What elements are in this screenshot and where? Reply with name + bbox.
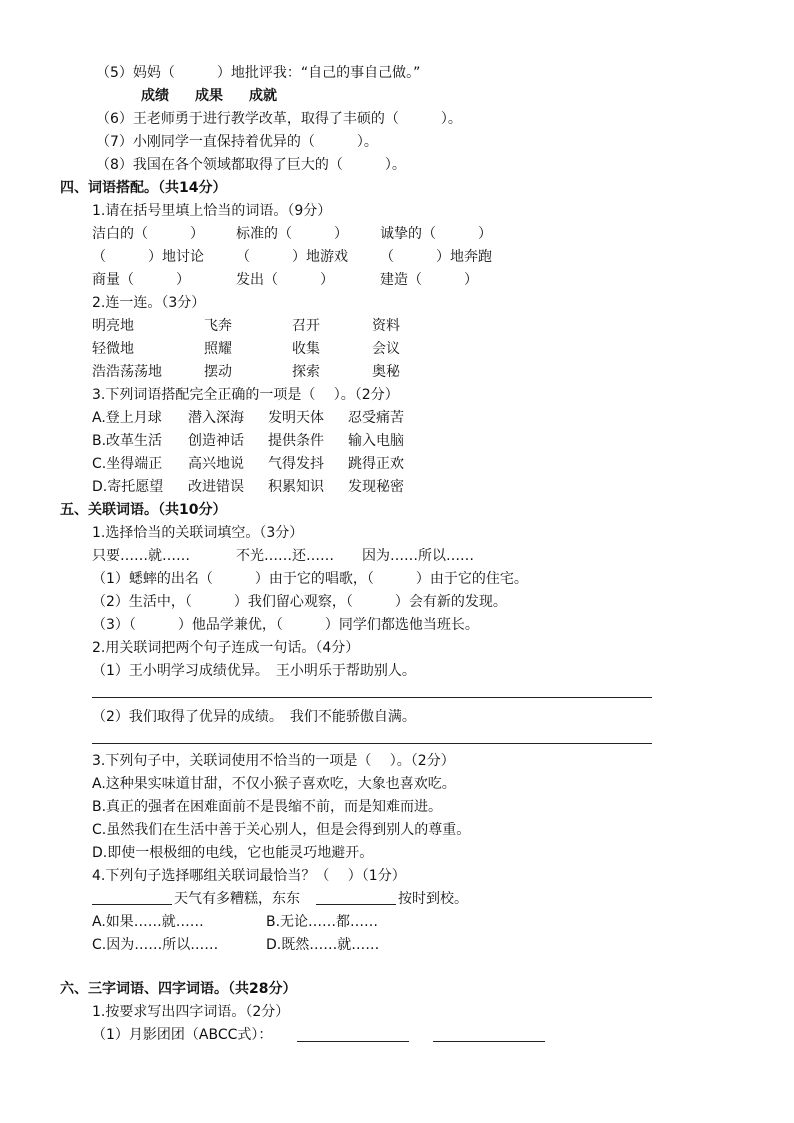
answer-line[interactable]	[92, 697, 652, 698]
option-cell: 发现秘密	[348, 479, 404, 495]
question-3-5: （5）妈妈（ ）地批评我：“自己的事自己做。”	[96, 65, 421, 81]
fill-item: 建造（ ）	[380, 272, 478, 288]
s5-q3-option: B.真正的强者在困难面前不是畏缩不前，而是知难而进。	[92, 799, 443, 815]
match-word: 浩浩荡荡地	[92, 364, 162, 380]
blank-line[interactable]	[316, 904, 396, 905]
s5-q4-sentence-a: 天气有多糟糕，东东	[174, 891, 300, 907]
match-word: 飞奔	[204, 318, 232, 334]
fill-item: （ ）地游戏	[236, 249, 348, 265]
option-cell: A.登上月球	[92, 410, 162, 426]
option-cell: 改进错误	[188, 479, 244, 495]
s5-q4-option: C.因为……所以……	[92, 937, 219, 953]
match-word: 明亮地	[92, 318, 134, 334]
conjunction-option: 只要……就……	[92, 548, 190, 564]
word-option: 成绩	[141, 88, 169, 104]
match-word: 照耀	[204, 341, 232, 357]
option-cell: 潜入深海	[188, 410, 244, 426]
option-cell: 创造神话	[188, 433, 244, 449]
fill-item: 洁白的（ ）	[92, 226, 204, 242]
option-row	[92, 432, 404, 450]
s5-q2-item: （2）我们取得了优异的成绩。 我们不能骄傲自满。	[92, 709, 416, 725]
option-cell: D.寄托愿望	[92, 479, 164, 495]
s4-q2-title: 2.连一连。（3分）	[92, 295, 206, 311]
question-3-7: （7）小刚同学一直保持着优异的（ ）。	[96, 134, 378, 150]
section-6-title: 六、三字词语、四字词语。（共28分）	[60, 981, 297, 997]
conjunction-option: 因为……所以……	[362, 548, 474, 564]
option-cell: 气得发抖	[268, 456, 324, 472]
s5-q3-option: A.这种果实味道甘甜，不仅小猴子喜欢吃，大象也喜欢吃。	[92, 776, 456, 792]
s5-q1-title: 1.选择恰当的关联词填空。（3分）	[92, 525, 304, 541]
match-word: 摆动	[204, 364, 232, 380]
conjunction-option: 不光……还……	[236, 548, 334, 564]
answer-line[interactable]	[433, 1041, 545, 1042]
s5-q2-item: （1）王小明学习成绩优异。 王小明乐于帮助别人。	[92, 663, 416, 679]
option-cell: 提供条件	[268, 433, 324, 449]
match-word: 召开	[292, 318, 320, 334]
option-cell: 忍受痛苦	[348, 410, 404, 426]
s5-q2-title: 2.用关联词把两个句子连成一句话。（4分）	[92, 640, 360, 656]
option-cell: 高兴地说	[188, 456, 244, 472]
s5-q3-title: 3.下列句子中，关联词使用不恰当的一项是（ ）。（2分）	[92, 753, 455, 769]
s5-q1-item: （2）生活中，（ ）我们留心观察，（ ）会有新的发现。	[92, 594, 507, 610]
s4-q3-title: 3.下列词语搭配完全正确的一项是（ ）。（2分）	[92, 387, 399, 403]
option-cell: 积累知识	[268, 479, 324, 495]
s4-q1-title: 1.请在括号里填上恰当的词语。（9分）	[92, 203, 332, 219]
question-3-6: （6）王老师勇于进行教学改革，取得了丰硕的（ ）。	[96, 111, 462, 127]
match-word: 探索	[292, 364, 320, 380]
blank-line[interactable]	[92, 904, 172, 905]
match-word: 会议	[372, 341, 400, 357]
s5-q3-option: D.即使一根极细的电线，它也能灵巧地避开。	[92, 845, 374, 861]
option-row	[92, 409, 404, 427]
s5-q1-item: （3）（ ）他品学兼优，（ ）同学们都选他当班长。	[92, 617, 479, 633]
section-5-title: 五、关联词语。（共10分）	[60, 502, 227, 518]
s6-q1-item: （1）月影团团（ABCC式）：	[92, 1027, 273, 1043]
s5-q3-option: C.虽然我们在生活中善于关心别人，但是会得到别人的尊重。	[92, 822, 471, 838]
fill-item: 诚挚的（ ）	[380, 226, 492, 242]
section-4-title: 四、词语搭配。（共14分）	[60, 180, 227, 196]
option-row	[92, 478, 404, 496]
option-cell: 跳得正欢	[348, 456, 404, 472]
match-word: 奥秘	[372, 364, 400, 380]
fill-item: 商量（ ）	[92, 272, 190, 288]
word-option: 成果	[195, 88, 223, 104]
fill-item: 发出（ ）	[236, 272, 334, 288]
option-cell: 输入电脑	[348, 433, 404, 449]
match-word: 资料	[372, 318, 400, 334]
answer-line[interactable]	[92, 743, 652, 744]
fill-item: （ ）地讨论	[92, 249, 204, 265]
option-cell: 发明天体	[268, 410, 324, 426]
s5-q1-item: （1）蟋蟀的出名（ ）由于它的唱歌，（ ）由于它的住宅。	[92, 571, 528, 587]
question-3-8: （8）我国在各个领域都取得了巨大的（ ）。	[96, 157, 406, 173]
option-cell: B.改革生活	[92, 433, 163, 449]
s5-q4-title: 4.下列句子选择哪组关联词最恰当？（ ）（1分）	[92, 868, 406, 884]
match-word: 收集	[292, 341, 320, 357]
s5-q4-option: D.既然……就……	[266, 937, 380, 953]
s5-q4-option: A.如果……就……	[92, 914, 204, 930]
s5-q4-sentence-b: 按时到校。	[398, 891, 468, 907]
fill-item: 标准的（ ）	[236, 226, 348, 242]
word-options	[141, 87, 277, 105]
option-cell: C.坐得端正	[92, 456, 163, 472]
word-option: 成就	[249, 88, 277, 104]
fill-item: （ ）地奔跑	[380, 249, 492, 265]
answer-line[interactable]	[297, 1041, 409, 1042]
s5-q4-option: B.无论……都……	[266, 914, 379, 930]
option-row	[92, 455, 404, 473]
s6-q1-title: 1.按要求写出四字词语。（2分）	[92, 1004, 290, 1020]
match-word: 轻微地	[92, 341, 134, 357]
